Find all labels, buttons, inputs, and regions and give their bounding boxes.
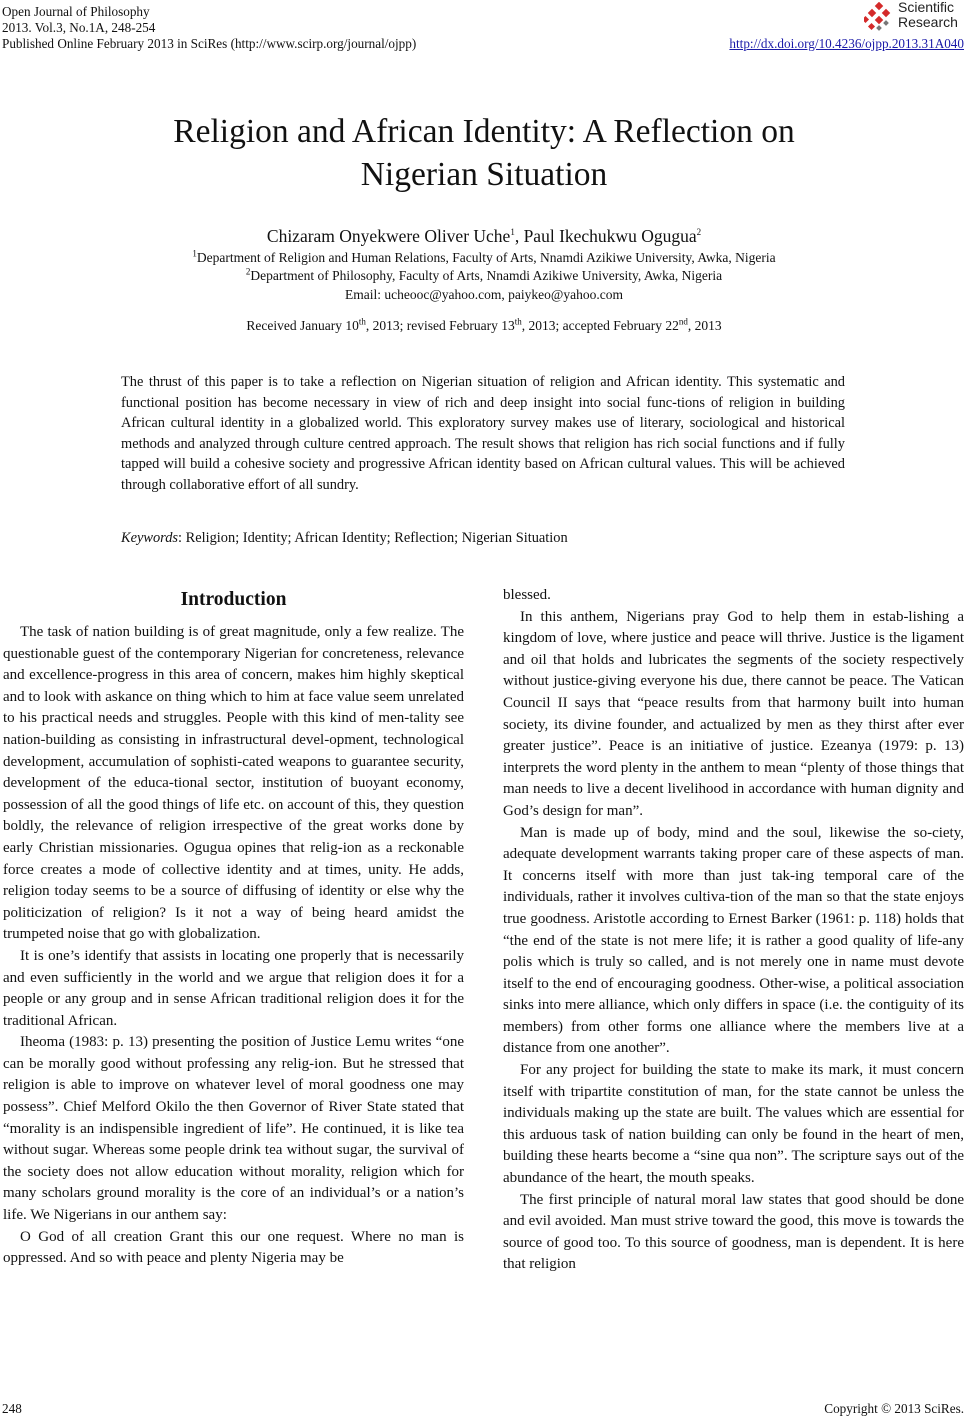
affiliation-2 xyxy=(0,266,968,286)
author-sep: , xyxy=(514,226,524,246)
paragraph: The first principle of natural moral law states that good should be done and evil avoided. Man must strive toward the good, this move is towards the source of good too. To this source of goodness, man is dependent. It is here that religion xyxy=(503,1191,964,1273)
paragraph: Man is made up of body, mind and the soul, likewise the so-ciety, adequate development warrants taking proper care of these aspects of man. It concerns itself with more than just tak-ing temporal care of the individuals, rather it involves cultiva-tion of the man so that the state enjoys true goodness. Aristotle according to Ernest Barker (1961: p. 118) holds that “the end of the state is not mere life; it is rather a good quality of life-any polis which is truly so called, and is not merely one in name must devote itself to the end of encouraging goodness. Other-wise, a political association sinks into mere alliance, which only differs in space (i.e. the contiguity of its members) from other forms one alliance where the members live at a distance from one another”. xyxy=(503,824,964,1057)
received-text-3: , 2013; accepted February 22 xyxy=(521,318,679,333)
received-sup-3: nd xyxy=(678,316,688,327)
paragraph-continued: blessed. xyxy=(503,587,551,603)
received-text-4: , 2013 xyxy=(687,318,722,333)
logo-text-research: Research xyxy=(898,14,958,30)
received-text-1: Received January 10 xyxy=(246,318,359,333)
right-column xyxy=(503,585,964,1276)
paragraph-anthem: O God of all creation Grant this our one request. Where no man is oppressed. And so with peace and plenty Nigeria may be xyxy=(3,1228,464,1267)
author-emails: Email: ucheooc@yahoo.com, paiykeo@yahoo.com xyxy=(345,287,623,302)
affiliation-1-text: Department of Religion and Human Relations, Faculty of Arts, Nnamdi Azikiwe University, Awka, Nigeria xyxy=(196,250,776,265)
section-title-introduction: Introduction xyxy=(180,589,287,610)
author-1-sup: 1 xyxy=(510,227,515,238)
author-line xyxy=(0,226,968,247)
left-column xyxy=(3,585,464,1270)
received-dates xyxy=(0,318,968,334)
affiliation-2-text: Department of Philosophy, Faculty of Arts, Nnamdi Azikiwe University, Awka, Nigeria xyxy=(250,268,723,283)
paragraph: In this anthem, Nigerians pray God to help them in estab-lishing a kingdom of love, where justice and peace will thrive. Justice is the ligament and oil that holds and lubricates the segments of the society respectively without justice-giving everyone his due, there cannot be peace. The Vatican Council II says that “peace results from that harmony built into human society, its divine founder, and actualized by men as they thirst after ever greater justice”. Peace is an initiative of justice. Ezeanya (1979: p. 13) interprets the word plenty in the anthem to mean “plenty of those things that man needs to live a decent livelihood in accordance with human dignity and God’s design for man”. xyxy=(503,608,964,819)
published-info: Published Online February 2013 in SciRes (http://www.scirp.org/journal/ojpp) xyxy=(2,36,417,51)
paragraph: It is one’s identify that assists in locating one properly that is necessarily and even sufficiently in the world and we argue that religion does it for a people or any group and in sense African traditional religion does it for the traditional African. xyxy=(3,947,464,1029)
abstract: The thrust of this paper is to take a reflection on Nigerian situation of religion and African identity. This systematic and functional position has become necessary in view of rich and deep insight into social func-tions of religion in building African cultural identity in a globalized world. This exploratory survey makes use of literary, sociological and historical methods and analyzed through culture centred approach. The result shows that religion has rich social functions and if fully tapped will build a cohesive society and progressive African identity based on African cultural values. This will be achieved through collaborative effort of all sundry. xyxy=(121,374,845,493)
received-sup-2: th xyxy=(514,316,522,327)
paragraph: For any project for building the state to make its mark, it must concern itself with tripartite constitution of man, for the state cannot be unless the individuals making up the state are built. The values which are essential for this arduous task of nation building can only be found in the heart of men, building these hearts become a “sine qua non”. The scripture says out of the abundance of the heart, the mouth speaks. xyxy=(503,1062,964,1187)
affiliation-1-sup: 1 xyxy=(192,248,197,259)
journal-name: Open Journal of Philosophy xyxy=(2,4,150,19)
volume-info: 2013. Vol.3, No.1A, 248-254 xyxy=(2,20,156,35)
paragraph: Iheoma (1983: p. 13) presenting the position of Justice Lemu writes “one can be morally good without professing any relig-ion. But he stressed that religion is able to improve on whatever level of moral goodness one may possess”. Chief Melford Okilo the then Governor of River State stated that “morality is an indispensible ingredient of life”. He continued, it is like tea without sugar. Whereas some people drink tea without sugar, the survival of the society does not allow education without morality, religion which for many scholars ground morality is the core of an individual’s or a nation’s life. We Nigerians in our anthem say: xyxy=(3,1034,464,1224)
affiliation-2-sup: 2 xyxy=(245,266,251,277)
paper-title: Religion and African Identity: A Reflection on Nigerian Situation xyxy=(173,113,795,193)
keywords-label: Keywords xyxy=(121,530,179,546)
paragraph: The task of nation building is of great magnitude, only a few realize. The questionable guest of the contemporary Nigerian for concreteness, relevance and excellence-progress in this area of concern, makes him highly skeptical and to look with askance on thing which to him at face value seem unrelated to his practical needs and struggles. People with this kind of men-tality see nation-building as consisting in infrastructural devel-opment, technological development, accumulation of sophisti-cated weapons to guarantee security, development of the educa-tional sector, institution of buoyant economy, possession of all the good things of life etc. on account of this, they question boldly, the relevance of religion irrespective of the great works done by early Christian missionaries. Ogugua opines that relig-ion as a reckonable force creates a mode of collective identity and at times, unity. He adds, religion today seems to be a source of diffusing of identity or else why the politicization of religion? Is it not a way of being heard amidst the trumpeted noise that go with globalization. xyxy=(3,624,464,943)
affiliation-1 xyxy=(0,248,968,268)
received-text-2: , 2013; revised February 13 xyxy=(365,318,515,333)
doi-link[interactable]: http://dx.doi.org/10.4236/ojpp.2013.31A040 xyxy=(729,36,964,51)
received-sup-1: th xyxy=(358,316,366,327)
author-2-sup: 2 xyxy=(696,227,702,238)
logo-text-scientific: Scientific xyxy=(898,0,955,15)
keywords xyxy=(121,530,845,547)
author-2: Paul Ikechukwu Ogugua xyxy=(523,226,697,246)
publisher-logo xyxy=(864,0,964,34)
scientific-research-logo-icon xyxy=(864,2,894,32)
author-1: Chizaram Onyekwere Oliver Uche xyxy=(266,226,511,246)
copyright-notice: Copyright © 2013 SciRes. xyxy=(824,1401,964,1416)
keywords-list: : Religion; Identity; African Identity; Reflection; Nigerian Situation xyxy=(178,530,568,546)
running-header xyxy=(2,4,416,52)
page-number: 248 xyxy=(2,1401,22,1416)
